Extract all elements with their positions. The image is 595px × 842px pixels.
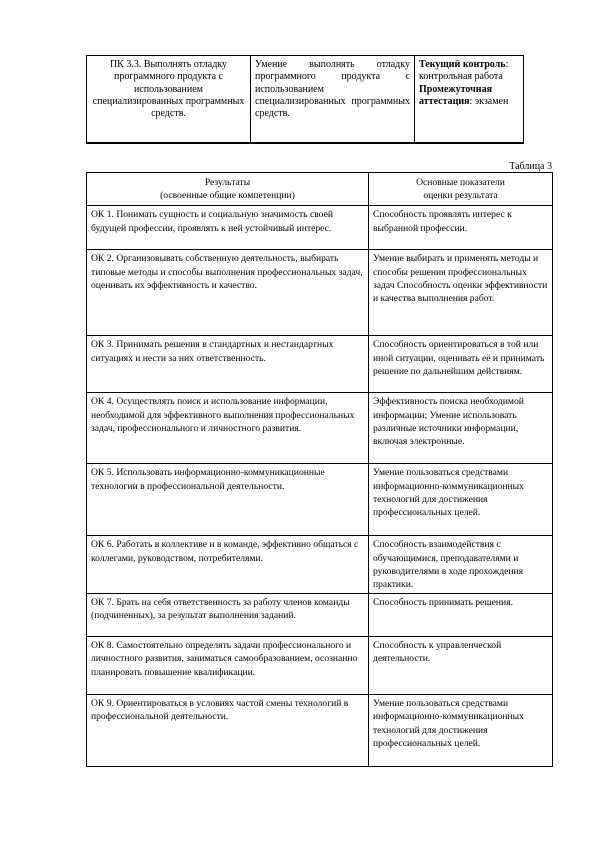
indicator-cell: Способность проявлять интерес к выбранной профессии. xyxy=(369,206,553,250)
header-results xyxy=(87,173,369,206)
competency-table-top xyxy=(86,55,524,144)
indicator-cell: Эффективность поиска необходимой информации; Умение использовать различные источники информации, включая электронные. xyxy=(369,393,553,464)
result-cell: ОК 8. Самостоятельно определять задачи профессионального и личностного развития, заниматься самообразованием, осознанно планировать повышение квалификации. xyxy=(87,637,369,695)
general-competencies-table xyxy=(86,172,553,767)
current-control-label: Текущий контроль xyxy=(419,59,506,70)
result-cell: ОК 1. Понимать сущность и социальную значимость своей будущей профессии, проявлять к ней устойчивый интерес. xyxy=(87,206,369,250)
current-control-colon: : xyxy=(505,59,509,70)
header-results-subtitle: (освоенные общие компетенции) xyxy=(160,190,295,202)
result-cell: ОК 9. Ориентироваться в условиях частой смены технологий в профессиональной деятельности. xyxy=(87,695,369,767)
intermediate-attestation-label: Промежуточная аттестация xyxy=(419,83,492,107)
result-cell: ОК 7. Брать на себя ответственность за работу членов команды (подчиненных), за результат выполнения заданий. xyxy=(87,594,369,637)
indicator-cell: Способность к управленческой деятельности. xyxy=(369,637,553,695)
header-indicators-subtitle: оценки результата xyxy=(423,190,498,202)
indicator-cell: Умение пользоваться средствами информационно-коммуникационных технологий для достижения профессиональных целей. xyxy=(369,464,553,536)
result-cell: ОК 4. Осуществлять поиск и использование информации, необходимой для эффективного выполнения профессиональных задач, профессионального и личностного развития. xyxy=(87,393,369,464)
result-cell: ОК 5. Использовать информационно-коммуникационные технологии в профессиональной деятельности. xyxy=(87,464,369,536)
result-cell: ОК 6. Работать в коллективе и в команде, эффективно общаться с коллегами, руководством, потребителями. xyxy=(87,536,369,594)
current-control-value: контрольная работа xyxy=(419,71,503,83)
indicator-cell: Способность взаимодействия с обучающимися, преподавателями и руководителями в ходе прохождения практики. xyxy=(369,536,553,594)
table-row xyxy=(87,56,524,144)
table-row xyxy=(87,695,553,767)
indicator-cell: Способность принимать решения. xyxy=(369,594,553,637)
result-cell: ОК 2. Организовывать собственную деятельность, выбирать типовые методы и способы выполнения профессиональных задач, оценивать их эффективность и качество. xyxy=(87,250,369,336)
header-indicators-title: Основные показатели xyxy=(416,177,505,188)
pk-skill-cell: Умение выполнять отладку программного продукта с использованием специализированных программных средств. xyxy=(251,56,415,144)
header-results-title: Результаты xyxy=(204,177,251,188)
result-cell: ОК 3. Принимать решения в стандартных и нестандартных ситуациях и нести за них ответственность. xyxy=(87,336,369,393)
pk-competency-cell: ПК 3.3. Выполнять отладку программного продукта с использованием специализированных программных средств. xyxy=(87,56,251,144)
table-row xyxy=(87,206,553,250)
indicator-cell: Умение пользоваться средствами информационно-коммуникационных технологий для достижения профессиональных целей. xyxy=(369,695,553,767)
table-row xyxy=(87,250,553,336)
pk-control-cell xyxy=(415,56,524,144)
table-header-row xyxy=(87,173,553,206)
table-row xyxy=(87,464,553,536)
indicator-cell: Умение выбирать и применять методы и способы решения профессиональных задач Способность оценки эффективности и качества выполнения работ. xyxy=(369,250,553,336)
table-row xyxy=(87,536,553,594)
table-row xyxy=(87,637,553,695)
table-row xyxy=(87,393,553,464)
table-row xyxy=(87,594,553,637)
table-row xyxy=(87,336,553,393)
indicator-cell: Способность ориентироваться в той или иной ситуации, оценивать её и принимать решение по дальнейшим действиям. xyxy=(369,336,553,393)
header-indicators xyxy=(369,173,553,206)
table-caption: Таблица 3 xyxy=(509,161,552,172)
intermediate-attestation-value: : экзамен xyxy=(469,95,509,107)
